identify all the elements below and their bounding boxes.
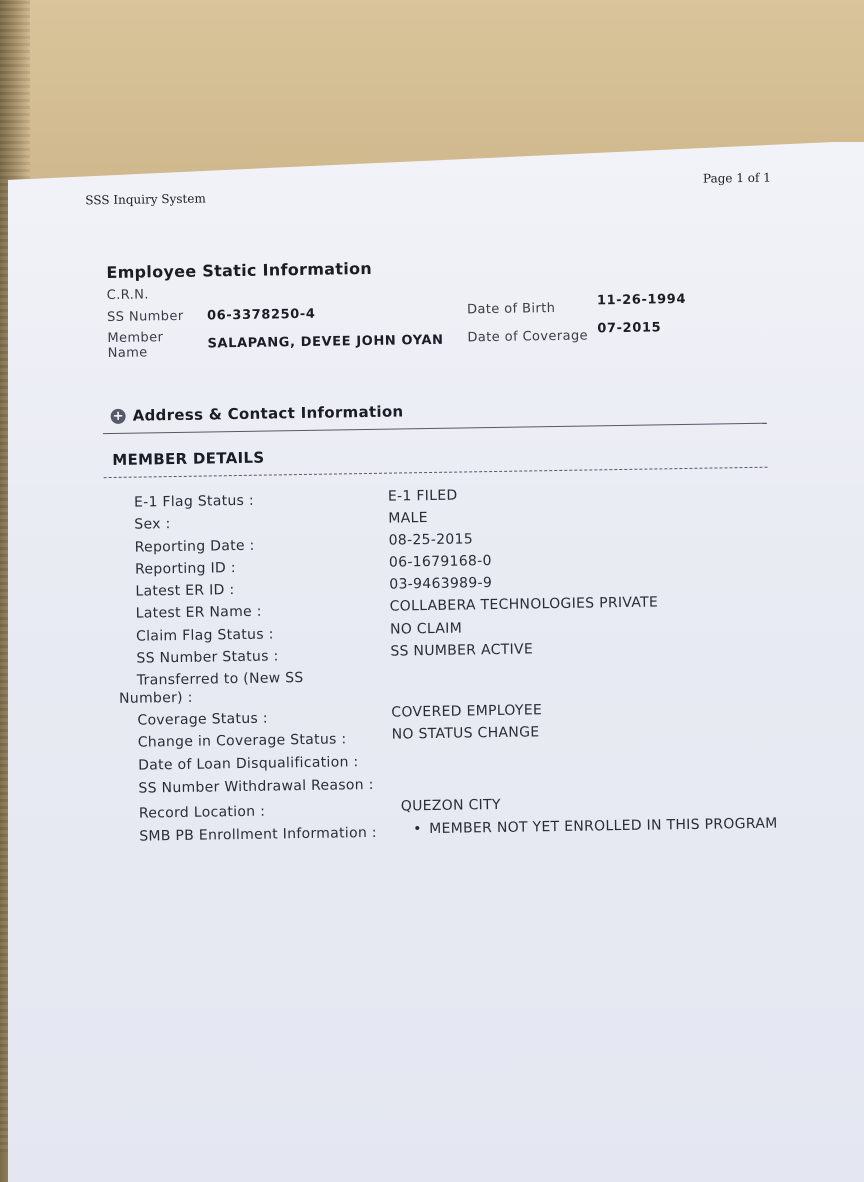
row-label-reporting-id: Reporting ID : (134, 560, 236, 578)
member-name-value: SALAPANG, DEVEE JOHN OYAN (207, 332, 444, 352)
row-label-latest-er-id: Latest ER ID : (135, 582, 235, 600)
row-value-smb-pb: MEMBER NOT YET ENROLLED IN THIS PROGRAM (429, 815, 778, 838)
row-label-transferred-to-2: Number) : (118, 689, 193, 707)
row-label-e1-flag: E-1 Flag Status : (133, 492, 255, 511)
plus-circle-icon[interactable]: + (111, 409, 126, 424)
row-label-ss-number-status: SS Number Status : (136, 648, 279, 667)
row-value-change-coverage: NO STATUS CHANGE (391, 724, 540, 743)
dob-label: Date of Birth (466, 301, 556, 318)
address-section-title[interactable]: Address & Contact Information (132, 402, 404, 425)
row-label-transferred-to: Transferred to (New SS (136, 670, 304, 689)
row-label-reporting-date: Reporting Date : (134, 537, 255, 556)
ss-number-label: SS Number (106, 308, 184, 326)
page-label: Page 1 of 1 (702, 170, 771, 186)
row-label-loan-disqualification: Date of Loan Disqualification : (138, 754, 359, 774)
divider (104, 467, 768, 478)
row-value-latest-er-id: 03-9463989-9 (389, 575, 493, 593)
row-label-claim-flag: Claim Flag Status : (135, 626, 274, 645)
bullet-icon: • (413, 821, 422, 838)
divider (103, 423, 767, 434)
row-value-e1-flag: E-1 FILED (387, 487, 458, 505)
ss-number-value: 06-3378250-4 (206, 306, 316, 324)
coverage-label: Date of Coverage (467, 328, 589, 346)
row-label-smb-pb: SMB PB Enrollment Information : (139, 824, 377, 845)
static-info-title: Employee Static Information (106, 258, 373, 283)
row-value-coverage-status: COVERED EMPLOYEE (391, 702, 543, 721)
row-value-ss-number-status: SS NUMBER ACTIVE (390, 641, 534, 660)
row-value-latest-er-name: COLLABERA TECHNOLOGIES PRIVATE (389, 594, 659, 615)
row-label-coverage-status: Coverage Status : (137, 710, 268, 729)
row-value-reporting-id: 06-1679168-0 (388, 553, 492, 571)
system-name: SSS Inquiry System (85, 191, 206, 208)
row-label-sex: Sex : (134, 516, 171, 533)
row-label-withdrawal-reason: SS Number Withdrawal Reason : (138, 776, 374, 797)
member-name-label-2: Name (107, 345, 148, 362)
row-label-latest-er-name: Latest ER Name : (135, 603, 262, 622)
row-value-reporting-date: 08-25-2015 (388, 531, 474, 549)
dob-value: 11-26-1994 (596, 291, 687, 309)
row-label-record-location: Record Location : (138, 803, 266, 822)
row-label-change-coverage: Change in Coverage Status : (137, 731, 347, 751)
row-value-record-location: QUEZON CITY (400, 796, 501, 815)
coverage-value: 07-2015 (597, 320, 662, 337)
crn-label: C.R.N. (106, 287, 150, 304)
row-value-sex: MALE (388, 510, 428, 527)
member-name-label: Member (107, 330, 164, 347)
member-details-title: MEMBER DETAILS (112, 448, 265, 469)
row-value-claim-flag: NO CLAIM (389, 620, 463, 638)
